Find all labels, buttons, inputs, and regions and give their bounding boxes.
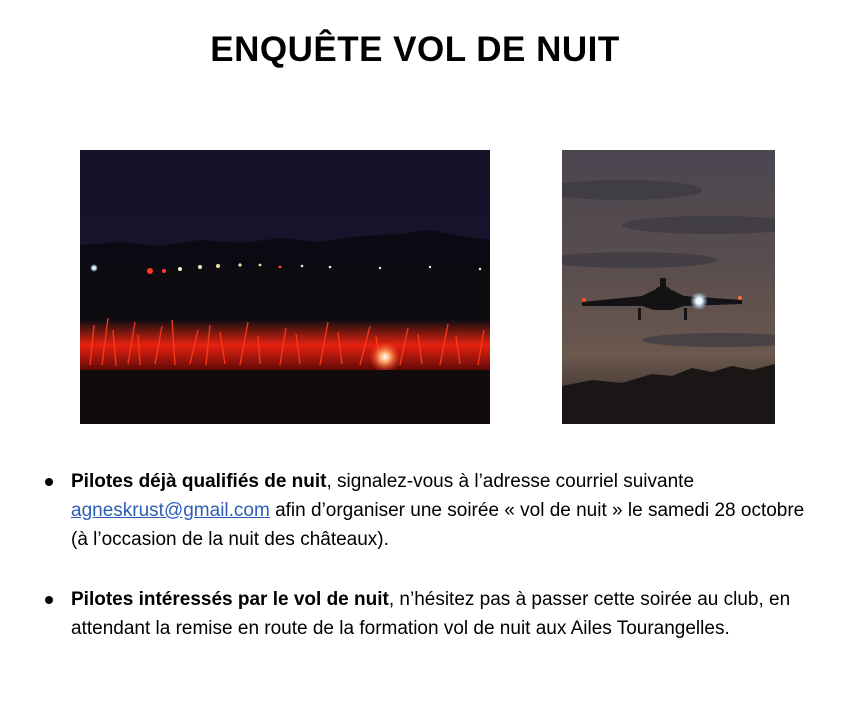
- list-item-qualified-pilots: [40, 467, 820, 554]
- email-link[interactable]: agneskrust@gmail.com: [71, 500, 270, 521]
- info-list: [40, 467, 820, 674]
- bold-lead-text: Pilotes déjà qualifiés de nuit: [71, 471, 327, 492]
- page-title: ENQUÊTE VOL DE NUIT: [210, 30, 620, 69]
- body-text: afin d’organiser une soirée « vol de nuit » le samedi 28 octobre (à l’occasion de la nuit des châteaux).: [71, 500, 805, 550]
- airplane-landing-photo: [562, 150, 775, 424]
- bullet-dot-icon: [45, 478, 53, 486]
- body-text: , signalez-vous à l’adresse courriel suivante: [326, 471, 695, 492]
- bold-lead-text: Pilotes intéressés par le vol de nuit: [71, 589, 389, 610]
- bullet-dot-icon: [45, 596, 53, 604]
- body-text: , n’hésitez pas à passer cette soirée au club, en attendant la remise en route de la formation vol de nuit aux Ailes Tourangelles.: [71, 589, 791, 639]
- night-runway-photo: [80, 150, 490, 424]
- list-item-interested-pilots: [40, 585, 820, 643]
